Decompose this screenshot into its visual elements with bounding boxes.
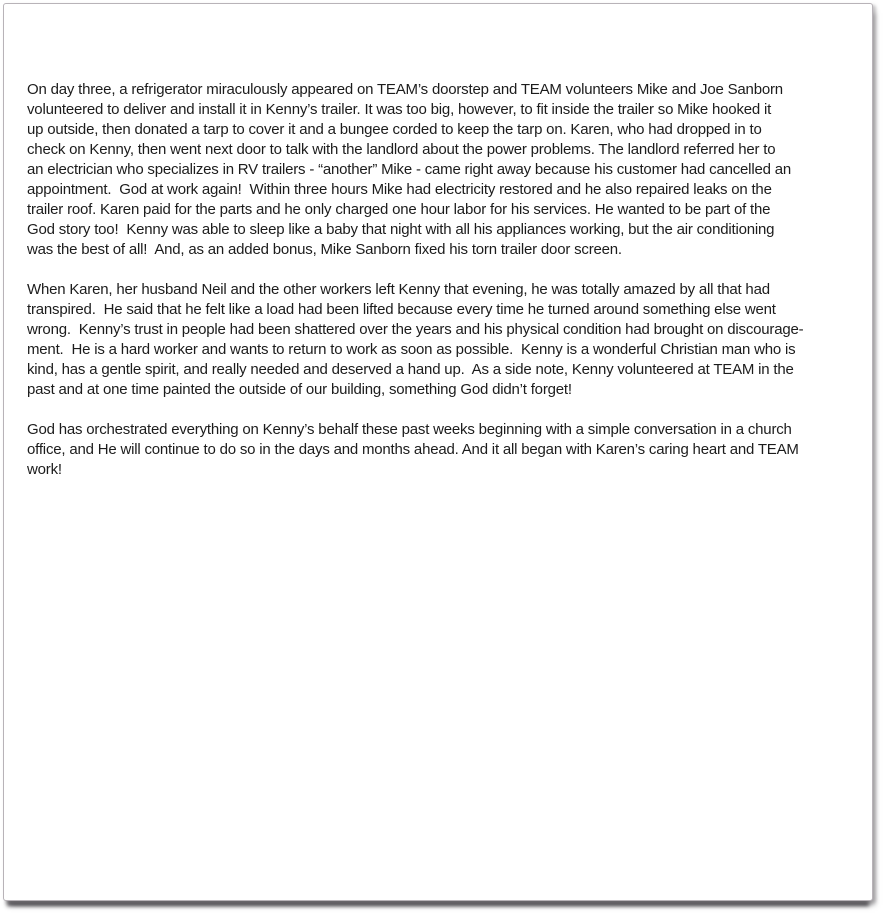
text-line: work! [27, 461, 62, 478]
text-line: was the best of all! And, as an added bonus, Mike Sanborn fixed his torn trailer door screen. [27, 241, 622, 258]
text-line: ment. He is a hard worker and wants to return to work as soon as possible. Kenny is a wonderful Christian man who is [27, 341, 796, 358]
document-body [4, 4, 872, 480]
text-line: up outside, then donated a tarp to cover it and a bungee corded to keep the tarp on. Karen, who had dropped in to [27, 121, 762, 138]
text-line: transpired. He said that he felt like a load had been lifted because every time he turned around something else went [27, 301, 776, 318]
text-line: trailer roof. Karen paid for the parts and he only charged one hour labor for his services. He wanted to be part of the [27, 201, 771, 218]
text-line: an electrician who specializes in RV trailers - “another” Mike - came right away because his customer had cancelled an [27, 161, 791, 178]
paragraph-2 [27, 280, 848, 400]
text-line: appointment. God at work again! Within three hours Mike had electricity restored and he also repaired leaks on the [27, 181, 772, 198]
text-line: wrong. Kenny’s trust in people had been shattered over the years and his physical condition had brought on discourage- [27, 321, 804, 338]
text-line: office, and He will continue to do so in the days and months ahead. And it all began with Karen’s caring heart and TEAM [27, 441, 799, 458]
text-line: kind, has a gentle spirit, and really needed and deserved a hand up. As a side note, Kenny volunteered at TEAM in the [27, 361, 794, 378]
text-line: God has orchestrated everything on Kenny’s behalf these past weeks beginning with a simple conversation in a church [27, 421, 792, 438]
text-line: past and at one time painted the outside of our building, something God didn’t forget! [27, 381, 572, 398]
text-line: volunteered to deliver and install it in Kenny’s trailer. It was too big, however, to fit inside the trailer so Mike hooked it [27, 101, 772, 118]
text-line: When Karen, her husband Neil and the other workers left Kenny that evening, he was totally amazed by all that had [27, 281, 770, 298]
text-line: check on Kenny, then went next door to talk with the landlord about the power problems. The landlord referred her to [27, 141, 776, 158]
paragraph-1 [27, 80, 848, 260]
paragraph-3 [27, 420, 848, 480]
text-line: God story too! Kenny was able to sleep like a baby that night with all his appliances working, but the air conditioning [27, 221, 775, 238]
text-line: On day three, a refrigerator miraculously appeared on TEAM’s doorstep and TEAM volunteers Mike and Joe Sanborn [27, 81, 783, 98]
document-page [3, 3, 873, 901]
